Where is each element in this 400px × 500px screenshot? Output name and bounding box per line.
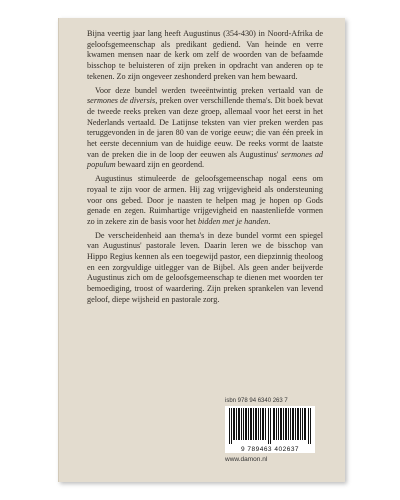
paragraph-generosity-italic: bidden met je handen xyxy=(197,216,269,226)
paragraph-generosity xyxy=(87,174,323,228)
barcode-icon xyxy=(225,406,315,446)
paragraph-bundle-text-2: , preken over verschillende thema's. Dit boek bevat de tweede reeks preken van deze groep, allemaal voor het eerst in het Nederlands vertaald. De Latijnse teksten van vier preken werden pas teruggevonden in de jaren 80 van de vorige eeuw; die van één preek in het eerste decennium van de huidige eeuw. De reeks vormt de laatste van de preken die in de loop der eeuwen als Augustinus' xyxy=(87,96,324,159)
paragraph-bundle-italic-2: sermones ad populum xyxy=(87,149,324,170)
paragraph-bundle-text-3: bewaard zijn en geordend. xyxy=(115,160,205,170)
blurb-text xyxy=(87,29,323,309)
paragraph-generosity-text-1: Augustinus stimuleerde de geloofsgemeenschap nogal eens om royaal te zijn voor de armen. Hij zag vrijgevigheid als ondersteuning voor ons gebed. Door je naasten te helpen mag je hopen op Gods genade en zegen. Ruimhartige vrijgevigheid en naastenliefde vormen zo in zekere zin de basis voor het xyxy=(87,174,323,226)
paragraph-generosity-text-2: . xyxy=(268,216,271,226)
barcode-block xyxy=(225,398,315,463)
book-back-cover xyxy=(58,18,345,482)
paragraph-bundle-italic-1: sermones de diversis xyxy=(87,96,156,106)
paragraph-bundle xyxy=(87,86,323,172)
paragraph-themes: De verscheidenheid aan thema's in deze bundel vormt een spiegel van Augustinus' pastorale leven. Daarin leren we de bisschop van Hippo Regius kennen als een toegewijd pastor, een diepzinnig theoloog en een zorgvuldige uitlegger van de Bijbel. Als geen ander beijverde Augustinus zich om de geloofsgemeenschap te dienen met woorden ter bemoediging, troost of waardering. Zijn preken sprankelen van levend geloof, diepe wijsheid en pastorale zorg. xyxy=(87,230,323,304)
paragraph-bundle-text-1: Voor deze bundel werden tweeëntwintig preken vertaald van de xyxy=(95,85,323,95)
isbn-label: isbn 978 94 6340 263 7 xyxy=(225,398,288,404)
publisher-url[interactable]: www.damon.nl xyxy=(225,456,268,463)
barcode-number: 9 789463 402637 xyxy=(225,446,315,453)
paragraph-intro: Bijna veertig jaar lang heeft Augustinus (354-430) in Noord-Afrika de geloofsgemeenschap als predikant gediend. Van heinde en verre kwamen mensen naar de kerk om zelf de woorden van de befaamde bisschop te beluisteren of zijn preken in opdracht van anderen op te tekenen. Zo zijn ongeveer zeshonderd preken van hem bewaard. xyxy=(87,29,323,81)
